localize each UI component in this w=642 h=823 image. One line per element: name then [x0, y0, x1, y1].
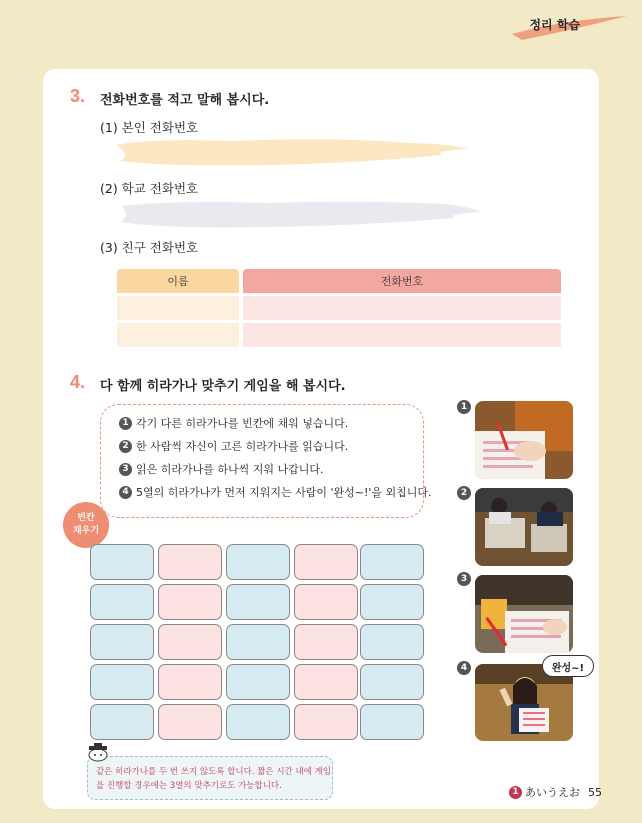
step-text: 5열의 히라가나가 먼저 지워지는 사람이 '완성~!'을 외칩니다.	[136, 486, 432, 499]
grid-cell[interactable]	[360, 664, 424, 700]
step-text: 한 사람씩 자신이 고른 히라가나를 읽습니다.	[136, 440, 349, 453]
step-number-badge: 4	[119, 486, 132, 499]
rule-step	[119, 438, 348, 454]
unit-title: あいうえお	[525, 786, 580, 799]
step-text: 읽은 히라가나를 하나씩 지워 나갑니다.	[136, 463, 324, 476]
tip-note-text: 같은 히라가나를 두 번 쓰지 않도록 합니다. 짧은 시간 내에 게임을 진행할 경우에는 3열의 맞추기로도 가능합니다.	[96, 767, 331, 791]
grid-cell[interactable]	[90, 544, 154, 580]
step-number-badge: 3	[119, 463, 132, 476]
rule-step	[119, 461, 324, 477]
grid-cell[interactable]	[226, 624, 290, 660]
page-footer	[509, 784, 602, 800]
photo-number-badge: 3	[457, 572, 471, 586]
grid-cell[interactable]	[226, 664, 290, 700]
step-text: 각기 다른 히라가나를 빈칸에 채워 넣습니다.	[136, 417, 349, 430]
speech-bubble: 완성~!	[542, 655, 594, 677]
grid-cell[interactable]	[294, 624, 358, 660]
grid-cell[interactable]	[158, 664, 222, 700]
friend-phone-table	[117, 269, 561, 349]
own-phone-answer-area[interactable]	[112, 135, 472, 169]
badge-line-2: 채우기	[72, 526, 100, 536]
table-cell-name[interactable]	[117, 323, 239, 347]
section-label: 정리 학습	[529, 18, 580, 32]
unit-title-group	[509, 784, 580, 800]
table-header-phone: 전화번호	[243, 269, 561, 293]
unit-number-badge: 1	[509, 786, 522, 799]
grid-cell[interactable]	[360, 624, 424, 660]
q3-item-school-phone: (2) 학교 전화번호	[100, 181, 199, 196]
grid-cell[interactable]	[158, 584, 222, 620]
grid-cell[interactable]	[90, 584, 154, 620]
badge-line-1: 빈칸	[77, 513, 95, 523]
question-3-number: 3.	[70, 86, 86, 106]
grid-cell[interactable]	[158, 704, 222, 740]
mascot-icon	[86, 742, 110, 762]
photo-number-badge: 4	[457, 661, 471, 675]
grid-cell[interactable]	[360, 584, 424, 620]
rule-step	[119, 415, 348, 431]
grid-cell[interactable]	[90, 664, 154, 700]
step-number-badge: 2	[119, 440, 132, 453]
table-cell-name[interactable]	[117, 296, 239, 320]
grid-cell[interactable]	[294, 664, 358, 700]
q3-item-own-phone: (1) 본인 전화번호	[100, 120, 199, 135]
grid-cell[interactable]	[226, 544, 290, 580]
question-4-number: 4.	[70, 372, 86, 392]
section-tag	[502, 4, 632, 40]
grid-cell[interactable]	[226, 704, 290, 740]
fill-blanks-badge	[63, 502, 109, 548]
page-number: 55	[588, 785, 602, 799]
question-4-text: 다 함께 히라가나 맞추기 게임을 해 봅시다.	[100, 379, 346, 394]
table-cell-phone[interactable]	[243, 323, 561, 347]
photo-crossing-out	[475, 575, 573, 653]
grid-cell[interactable]	[158, 624, 222, 660]
table-cell-phone[interactable]	[243, 296, 561, 320]
photo-number-badge: 1	[457, 400, 471, 414]
photo-number-badge: 2	[457, 486, 471, 500]
q3-item-friend-phone: (3) 친구 전화번호	[100, 240, 199, 255]
grid-cell[interactable]	[90, 704, 154, 740]
grid-cell[interactable]	[294, 584, 358, 620]
school-phone-answer-area[interactable]	[115, 198, 485, 230]
grid-cell[interactable]	[294, 704, 358, 740]
grid-cell[interactable]	[226, 584, 290, 620]
grid-cell[interactable]	[158, 544, 222, 580]
table-header-name: 이름	[117, 269, 239, 293]
step-number-badge: 1	[119, 417, 132, 430]
grid-cell[interactable]	[90, 624, 154, 660]
photo-writing-hiragana	[475, 401, 573, 479]
grid-cell[interactable]	[360, 704, 424, 740]
grid-cell[interactable]	[294, 544, 358, 580]
question-3-text: 전화번호를 적고 말해 봅시다.	[100, 93, 270, 108]
photo-students-at-desks	[475, 488, 573, 566]
rule-step	[119, 484, 432, 500]
grid-cell[interactable]	[360, 544, 424, 580]
